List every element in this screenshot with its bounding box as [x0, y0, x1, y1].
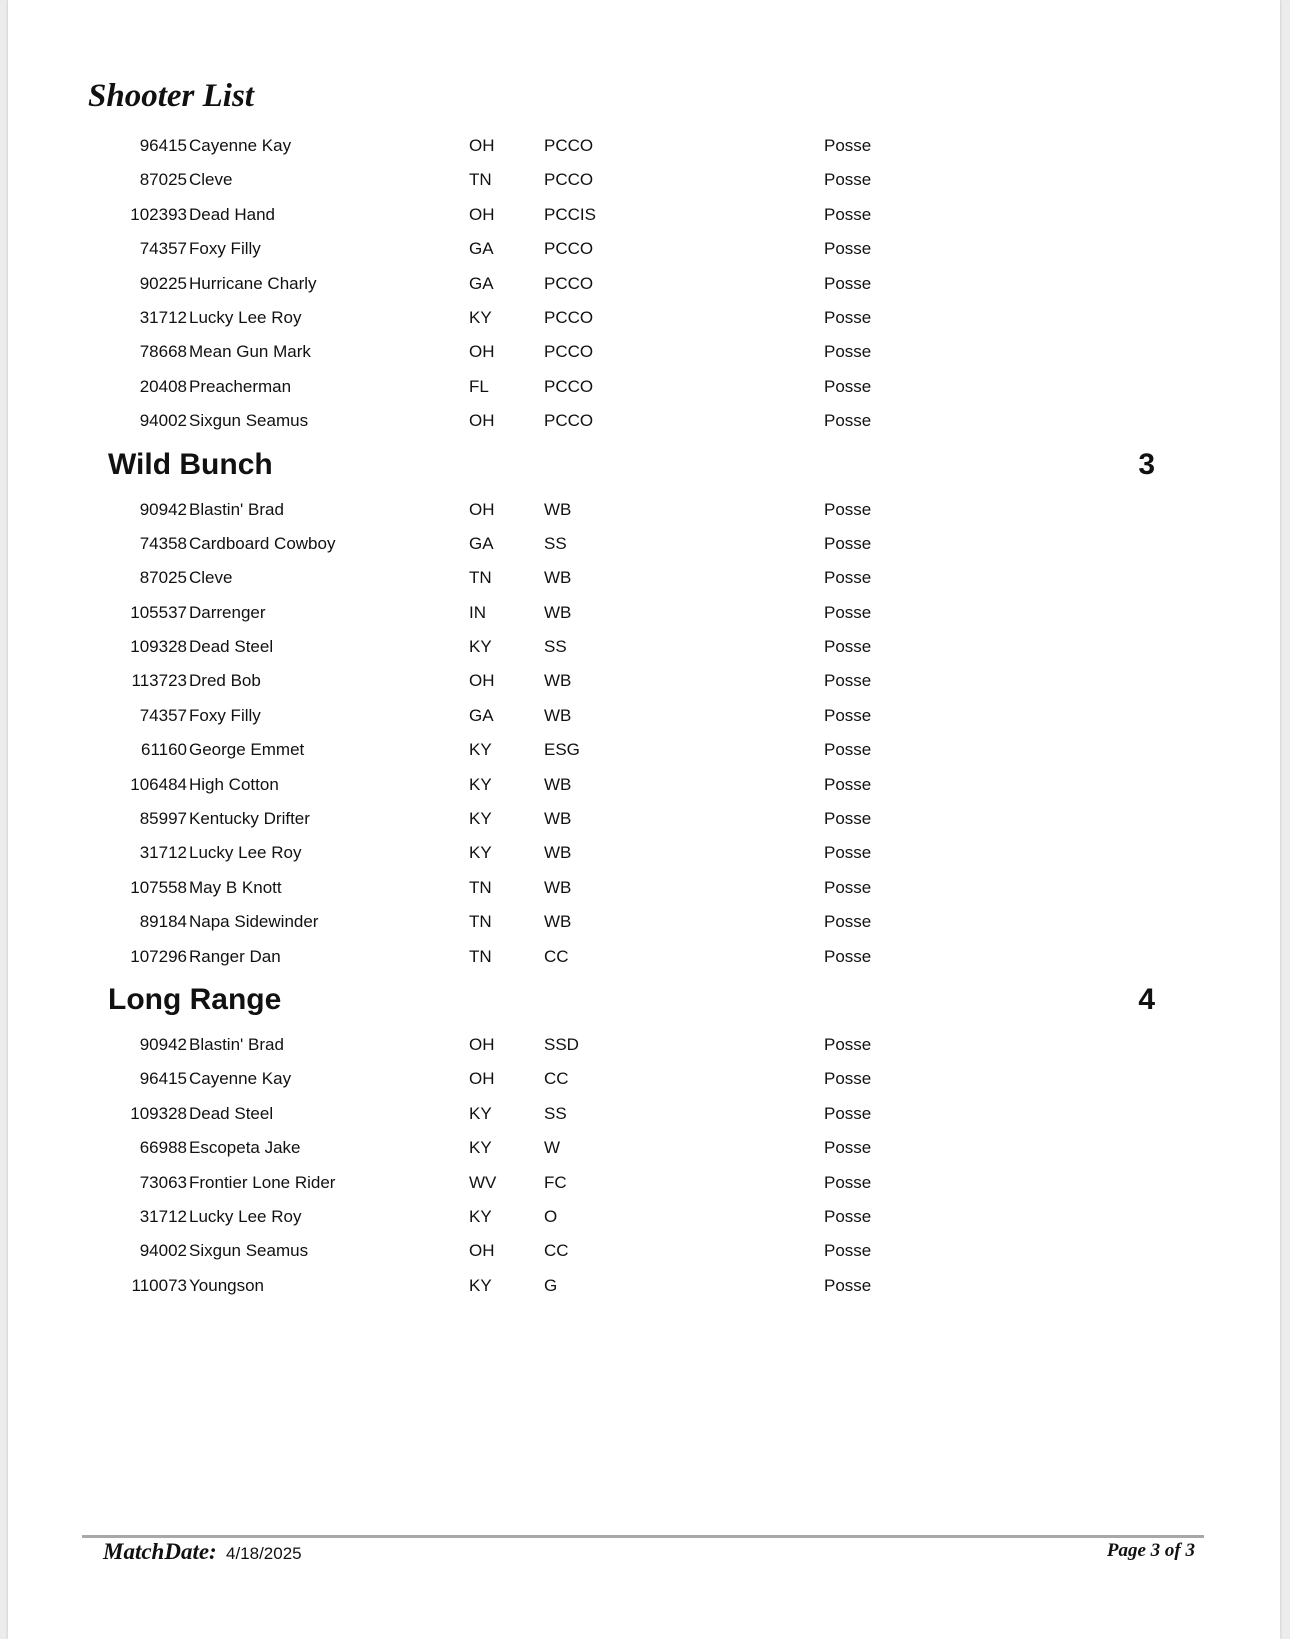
- shooter-state: OH: [469, 499, 495, 519]
- shooter-category: PCCO: [544, 273, 594, 293]
- shooter-id: 96415: [139, 136, 187, 155]
- page-number: Page 3 of 3: [1106, 1540, 1195, 1561]
- shooter-state: TN: [469, 912, 492, 932]
- shooter-id: 78668: [139, 342, 187, 362]
- shooter-row: [8, 1270, 1280, 1304]
- shooter-state: GA: [469, 533, 494, 553]
- section-header: [8, 982, 1280, 1029]
- shooter-id: 90942: [139, 499, 187, 519]
- shooter-id: 20408: [139, 376, 187, 396]
- shooter-posse: Posse: [824, 671, 872, 691]
- shooter-state: OH: [469, 342, 495, 362]
- shooter-row: [8, 1063, 1280, 1097]
- shooter-state: OH: [469, 1241, 495, 1261]
- shooter-name: Blastin' Brad: [189, 499, 284, 519]
- document-page: [8, 0, 1280, 1639]
- shooter-posse: Posse: [824, 411, 872, 431]
- shooter-id: 31712: [139, 307, 187, 327]
- shooter-category: WB: [544, 705, 572, 725]
- shooter-category: SS: [544, 637, 567, 657]
- shooter-posse: Posse: [824, 740, 872, 760]
- section: [8, 447, 1280, 975]
- shooter-posse: Posse: [824, 1241, 872, 1261]
- shooter-category: CC: [544, 1069, 569, 1089]
- shooter-id: 74357: [139, 705, 187, 725]
- shooter-row: [8, 734, 1280, 768]
- shooter-name: Frontier Lone Rider: [189, 1172, 336, 1192]
- shooter-posse: Posse: [824, 376, 872, 396]
- shooter-state: GA: [469, 705, 494, 725]
- shooter-posse: Posse: [824, 533, 872, 553]
- section: [8, 130, 1280, 440]
- shooter-row: [8, 233, 1280, 267]
- shooter-state: GA: [469, 239, 494, 259]
- shooter-name: Cayenne Kay: [189, 1069, 292, 1089]
- shooter-posse: Posse: [824, 307, 872, 327]
- shooter-category: O: [544, 1206, 558, 1226]
- shooter-category: WB: [544, 671, 572, 691]
- shooter-posse: Posse: [824, 946, 872, 966]
- shooter-name: Kentucky Drifter: [189, 809, 310, 829]
- shooter-posse: Posse: [824, 1206, 872, 1226]
- shooter-category: CC: [544, 946, 569, 966]
- shooter-state: TN: [469, 170, 492, 190]
- shooter-id: 105537: [130, 602, 187, 622]
- shooter-row: [8, 631, 1280, 665]
- shooter-category: SSD: [544, 1034, 579, 1054]
- shooter-posse: Posse: [824, 204, 872, 224]
- shooter-lists: [8, 130, 1280, 1304]
- shooter-row: [8, 1098, 1280, 1132]
- shooter-state: KY: [469, 740, 492, 760]
- shooter-name: Cleve: [189, 170, 233, 190]
- shooter-name: Sixgun Seamus: [189, 1241, 309, 1261]
- shooter-state: OH: [469, 411, 495, 431]
- shooter-name: Foxy Filly: [189, 705, 261, 725]
- shooter-id: 61160: [140, 740, 187, 760]
- shooter-id: 87025: [139, 170, 187, 190]
- shooter-posse: Posse: [824, 170, 872, 190]
- shooter-row: [8, 700, 1280, 734]
- section-number: 4: [1138, 982, 1155, 1016]
- shooter-posse: Posse: [824, 1275, 872, 1295]
- shooter-category: W: [544, 1138, 561, 1158]
- section-number: 3: [1138, 447, 1155, 481]
- shooter-id: 113723: [131, 671, 187, 691]
- shooter-state: TN: [469, 946, 492, 966]
- shooter-id: 109328: [130, 1103, 187, 1123]
- shooter-posse: Posse: [824, 273, 872, 293]
- shooter-name: Darrenger: [189, 602, 266, 622]
- shooter-row: [8, 199, 1280, 233]
- shooter-row: [8, 528, 1280, 562]
- shooter-row: [8, 872, 1280, 906]
- shooter-state: KY: [469, 637, 492, 657]
- shooter-id: 102393: [130, 204, 187, 224]
- shooter-id: 110073: [131, 1275, 187, 1295]
- shooter-row: [8, 837, 1280, 871]
- shooter-posse: Posse: [824, 809, 872, 829]
- shooter-state: KY: [469, 774, 492, 794]
- shooter-id: 89184: [139, 912, 187, 932]
- shooter-id: 31712: [139, 1206, 187, 1226]
- shooter-posse: Posse: [824, 568, 872, 588]
- shooter-name: Dead Hand: [189, 204, 276, 224]
- shooter-id: 66988: [139, 1138, 187, 1158]
- shooter-posse: Posse: [824, 912, 872, 932]
- shooter-category: PCCO: [544, 307, 594, 327]
- shooter-posse: Posse: [824, 1034, 872, 1054]
- shooter-row: [8, 302, 1280, 336]
- shooter-category: SS: [544, 533, 567, 553]
- shooter-category: WB: [544, 877, 572, 897]
- shooter-id: 87025: [139, 568, 187, 588]
- shooter-state: KY: [469, 843, 492, 863]
- shooter-id: 90942: [139, 1034, 187, 1054]
- shooter-posse: Posse: [824, 602, 872, 622]
- shooter-state: OH: [469, 1069, 495, 1089]
- shooter-state: FL: [469, 376, 489, 396]
- shooter-posse: Posse: [824, 499, 872, 519]
- shooter-state: OH: [469, 1034, 495, 1054]
- shooter-row: [8, 1201, 1280, 1235]
- shooter-category: WB: [544, 843, 572, 863]
- shooter-posse: Posse: [824, 705, 872, 725]
- shooter-row: [8, 268, 1280, 302]
- shooter-state: KY: [469, 1206, 492, 1226]
- shooter-row: [8, 941, 1280, 975]
- shooter-row: [8, 1167, 1280, 1201]
- shooter-category: PCCO: [544, 170, 594, 190]
- shooter-posse: Posse: [824, 136, 872, 155]
- shooter-state: KY: [469, 1103, 492, 1123]
- section-header: [8, 447, 1280, 494]
- shooter-name: May B Knott: [189, 877, 282, 897]
- shooter-name: Youngson: [189, 1275, 265, 1295]
- shooter-row: [8, 665, 1280, 699]
- shooter-id: 74358: [139, 533, 187, 553]
- shooter-state: OH: [469, 671, 495, 691]
- shooter-id: 107296: [130, 946, 187, 966]
- shooter-id: 31712: [139, 843, 187, 863]
- shooter-row: [8, 803, 1280, 837]
- shooter-row: [8, 1235, 1280, 1269]
- shooter-name: Preacherman: [189, 376, 292, 396]
- shooter-row: [8, 336, 1280, 370]
- shooter-row: [8, 597, 1280, 631]
- shooter-posse: Posse: [824, 877, 872, 897]
- shooter-posse: Posse: [824, 1172, 872, 1192]
- shooter-name: Escopeta Jake: [189, 1138, 301, 1158]
- shooter-id: 73063: [139, 1172, 187, 1192]
- shooter-name: Dead Steel: [189, 1103, 274, 1123]
- shooter-name: Cardboard Cowboy: [189, 533, 336, 553]
- shooter-posse: Posse: [824, 1138, 872, 1158]
- shooter-category: PCCO: [544, 342, 594, 362]
- shooter-category: PCCIS: [544, 204, 596, 224]
- shooter-posse: Posse: [824, 1103, 872, 1123]
- shooter-row: [8, 769, 1280, 803]
- shooter-category: FC: [544, 1172, 567, 1192]
- shooter-name: Lucky Lee Roy: [189, 843, 302, 863]
- shooter-row: [8, 906, 1280, 940]
- shooter-state: TN: [469, 877, 492, 897]
- shooter-state: KY: [469, 307, 492, 327]
- shooter-id: 85997: [139, 809, 187, 829]
- shooter-name: Lucky Lee Roy: [189, 307, 302, 327]
- match-date-label: MatchDate:: [103, 1539, 217, 1564]
- shooter-category: WB: [544, 774, 572, 794]
- shooter-posse: Posse: [824, 342, 872, 362]
- section: [8, 982, 1280, 1304]
- shooter-id: 90225: [139, 273, 187, 293]
- shooter-category: PCCO: [544, 239, 594, 259]
- shooter-category: CC: [544, 1241, 569, 1261]
- footer-divider: [82, 1535, 1204, 1538]
- shooter-name: Dead Steel: [189, 637, 274, 657]
- section-title: Long Range: [108, 982, 282, 1016]
- shooter-state: WV: [469, 1172, 497, 1192]
- shooter-category: PCCO: [544, 376, 594, 396]
- shooter-state: KY: [469, 809, 492, 829]
- shooter-row: [8, 130, 1280, 164]
- shooter-row: [8, 494, 1280, 528]
- shooter-row: [8, 164, 1280, 198]
- shooter-posse: Posse: [824, 637, 872, 657]
- shooter-category: PCCO: [544, 136, 594, 155]
- shooter-name: Mean Gun Mark: [189, 342, 311, 362]
- shooter-row: [8, 1029, 1280, 1063]
- shooter-name: High Cotton: [189, 774, 279, 794]
- shooter-name: Blastin' Brad: [189, 1034, 284, 1054]
- shooter-posse: Posse: [824, 774, 872, 794]
- shooter-state: KY: [469, 1275, 492, 1295]
- shooter-name: Sixgun Seamus: [189, 411, 309, 431]
- shooter-state: OH: [469, 204, 495, 224]
- shooter-row: [8, 562, 1280, 596]
- shooter-id: 74357: [139, 239, 187, 259]
- shooter-category: WB: [544, 912, 572, 932]
- shooter-row: [8, 405, 1280, 439]
- shooter-state: IN: [469, 602, 486, 622]
- match-date-value: 4/18/2025: [226, 1544, 302, 1563]
- shooter-name: Cleve: [189, 568, 233, 588]
- shooter-state: OH: [469, 136, 495, 155]
- shooter-name: Ranger Dan: [189, 946, 281, 966]
- shooter-name: Lucky Lee Roy: [189, 1206, 302, 1226]
- shooter-id: 96415: [139, 1069, 187, 1089]
- shooter-category: ESG: [544, 740, 580, 760]
- shooter-id: 109328: [130, 637, 187, 657]
- shooter-id: 106484: [130, 774, 187, 794]
- shooter-id: 94002: [139, 411, 187, 431]
- shooter-category: PCCO: [544, 411, 594, 431]
- shooter-name: Cayenne Kay: [189, 136, 292, 155]
- shooter-category: WB: [544, 568, 572, 588]
- shooter-state: GA: [469, 273, 494, 293]
- shooter-id: 107558: [130, 877, 187, 897]
- shooter-name: Dred Bob: [189, 671, 261, 691]
- shooter-state: KY: [469, 1138, 492, 1158]
- shooter-category: WB: [544, 602, 572, 622]
- shooter-name: Hurricane Charly: [189, 273, 317, 293]
- shooter-state: TN: [469, 568, 492, 588]
- shooter-row: [8, 1132, 1280, 1166]
- shooter-name: George Emmet: [189, 740, 305, 760]
- page-title: Shooter List: [88, 78, 254, 114]
- shooter-row: [8, 371, 1280, 405]
- shooter-posse: Posse: [824, 239, 872, 259]
- section-title: Wild Bunch: [108, 447, 273, 481]
- shooter-name: Napa Sidewinder: [189, 912, 319, 932]
- shooter-category: G: [544, 1275, 558, 1295]
- shooter-posse: Posse: [824, 843, 872, 863]
- shooter-posse: Posse: [824, 1069, 872, 1089]
- shooter-category: WB: [544, 809, 572, 829]
- shooter-id: 94002: [139, 1241, 187, 1261]
- shooter-category: WB: [544, 499, 572, 519]
- shooter-category: SS: [544, 1103, 567, 1123]
- shooter-name: Foxy Filly: [189, 239, 261, 259]
